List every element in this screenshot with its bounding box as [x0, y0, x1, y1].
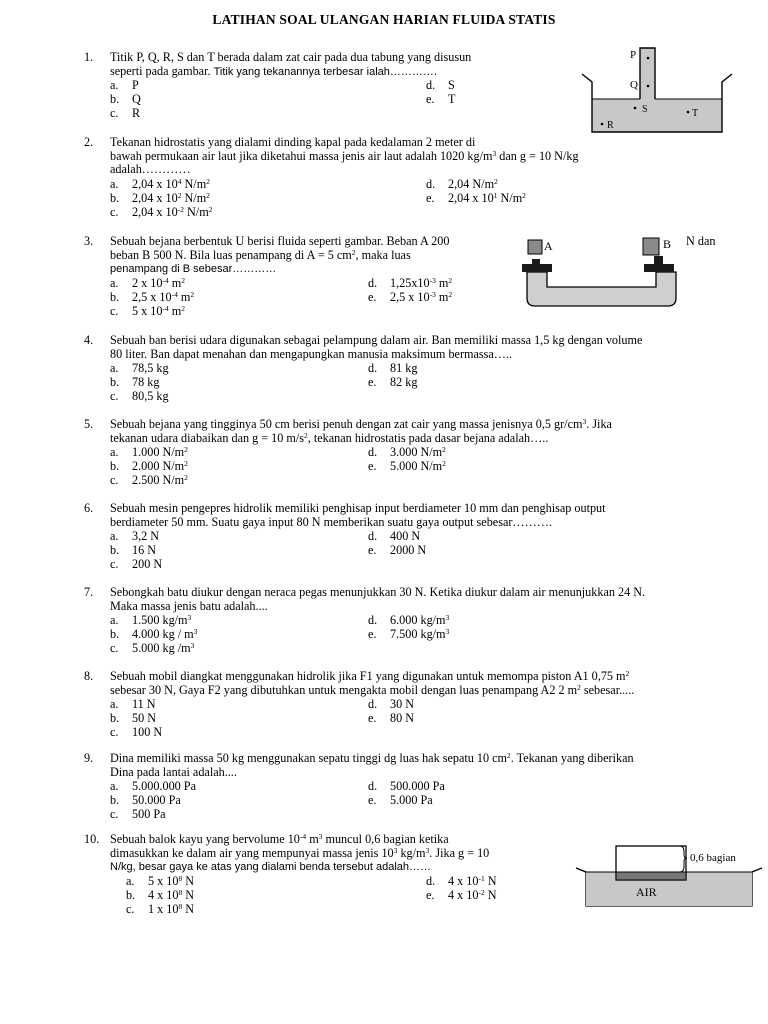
figure-tube-container: [578, 44, 736, 136]
option-e: e. T: [426, 92, 456, 106]
option-d: d. 4 x $10^{-1}$ N: [426, 874, 497, 888]
question-text: Sebuah bejana berbentuk U berisi fluida seperti gambar. Beban A 200 beban B 500 N. Bila luas penampang di A = 5 $cm^2$, maka luas penampang di B sebesar…………: [110, 234, 450, 276]
option-c: c. 1 x $10^8$ N: [126, 902, 195, 916]
option-b: b. 2,5 x $10^{-4}$ $m^2$: [110, 290, 195, 304]
option-d: d. 3.000 $N/m^2$: [368, 445, 446, 459]
u-tube-body: [527, 272, 676, 306]
option-c: c. 80,5 kg: [110, 389, 169, 403]
option-b: b. 4.000 kg / $m^3$: [110, 627, 198, 641]
question-number: 6.: [84, 501, 94, 515]
option-c: c. 200 N: [110, 557, 163, 571]
figure-floating-block: [574, 840, 764, 910]
option-e: e. 5.000 $N/m^2$: [368, 459, 446, 473]
option-d: d. 30 N: [368, 697, 415, 711]
label-p: P: [630, 49, 637, 61]
option-b: b. 50 N: [110, 711, 157, 725]
option-c: c. 5.000 kg $/m^3$: [110, 641, 195, 655]
option-d: d. 500.000 Pa: [368, 779, 445, 793]
question-number: 3.: [84, 234, 94, 248]
label-q: Q: [630, 79, 638, 91]
page-title: LATIHAN SOAL ULANGAN HARIAN FLUIDA STATIS: [212, 12, 556, 27]
question-number: 10.: [84, 832, 100, 846]
label-0-6-bagian: 0,6 bagian: [690, 852, 736, 864]
option-e: e. 2,04 x $10^1$ $N/m^2$: [426, 191, 526, 205]
question-number: 5.: [84, 417, 94, 431]
option-c: c. 100 N: [110, 725, 163, 739]
option-c: c. 2.500 $N/m^2$: [110, 473, 188, 487]
question-text: Sebuah mobil diangkat menggunakan hidrolik jika F1 yang digunakan untuk memompa piston A1 0,75 $m^2$ sebesar 30 N, Gaya F2 yang dibutuhkan untuk mengakta mobil dengan luas penampang A2 2 $m^2$ sebesar.....: [110, 669, 635, 697]
block-submerged-part: [616, 872, 686, 880]
piston-a: [522, 264, 552, 272]
label-s: S: [642, 104, 648, 115]
option-a: a. 1.000 $N/m^2$: [110, 445, 188, 459]
option-b: b. 4 x $10^8$ N: [126, 888, 195, 902]
option-c: c. 5 x $10^{-4}$ $m^2$: [110, 304, 185, 318]
question-number: 9.: [84, 751, 94, 765]
question-number: 2.: [84, 135, 94, 149]
option-a: a. 2,04 x $10^4$ $N/m^2$: [110, 177, 210, 191]
label-b: B: [663, 237, 672, 251]
option-e: e. 7.500 $kg/m^3$: [368, 627, 450, 641]
option-a: a. 5 x $10^8$ N: [126, 874, 195, 888]
option-a: a. 1.500 $kg/m^3$: [110, 613, 192, 627]
question-number: 8.: [84, 669, 94, 683]
option-a: a. P: [110, 78, 139, 92]
option-c: c. 2,04 x $10^{-2}$ $N/m^2$: [110, 205, 213, 219]
load-a: [528, 240, 542, 254]
option-b: b. 16 N: [110, 543, 157, 557]
option-b: b. 78 kg: [110, 375, 160, 389]
option-e: e. 5.000 Pa: [368, 793, 433, 807]
question-text: Dina memiliki massa 50 kg menggunakan sepatu tinggi dg luas hak sepatu 10 $cm^2$. Tekanan yang diberikan Dina pada lantai adalah....: [110, 751, 634, 779]
question-text: Titik P, Q, R, S dan T berada dalam zat cair pada dua tabung yang disusun seperti pada gambar. Titik yang tekanannya terbesar ialah………….: [110, 50, 472, 78]
question-number: 7.: [84, 585, 94, 599]
option-d: d. $1,25x10^{-3}$ $m^2$: [368, 276, 453, 290]
option-d: d. 6.000 $kg/m^3$: [368, 613, 450, 627]
option-b: b. Q: [110, 92, 141, 106]
option-a: a. 2 x $10^{-4}$ $m^2$: [110, 276, 185, 290]
option-e: e. 2,5 x $10^{-3}$ $m^2$: [368, 290, 453, 304]
load-b: [643, 238, 659, 255]
label-air: AIR: [636, 885, 657, 899]
option-a: a. 78,5 kg: [110, 361, 169, 375]
question-text: Sebuah mesin pengepres hidrolik memiliki penghisap input berdiameter 10 mm dan penghisap output berdiameter 50 mm. Suatu gaya input 80 N memberikan suatu gaya output sebesar……….: [110, 501, 606, 529]
option-d: d. S: [426, 78, 455, 92]
option-a: a. 5.000.000 Pa: [110, 779, 196, 793]
option-b: b. 2.000 $N/m^2$: [110, 459, 188, 473]
question-text: Sebuah balok kayu yang bervolume $10^{-4}$ $m^3$ muncul 0,6 bagian ketika dimasukkan ke dalam air yang mempunyai massa jenis $10^3$ $kg/m^3$. Jika g = 10 N/kg, besar gaya ke atas yang dialami benda tersebut adalah……: [110, 832, 490, 874]
question-number: 1.: [84, 50, 94, 64]
question-text: Sebuah ban berisi udara digunakan sebagai pelampung dalam air. Ban memiliki massa 1,5 kg dengan volume 80 liter. Ban dapat menahan dan mengapungkan manusia maksimum bermassa…..: [110, 333, 643, 361]
option-c: c. 500 Pa: [110, 807, 166, 821]
label-t: T: [692, 108, 699, 119]
question-number: 4.: [84, 333, 94, 347]
option-d: d. 400 N: [368, 529, 421, 543]
option-b: b. 50.000 Pa: [110, 793, 181, 807]
label-r: R: [607, 120, 614, 131]
question-text: Sebongkah batu diukur dengan neraca pegas menunjukkan 30 N. Ketika diukur dalam air menunjukkan 24 N. Maka massa jenis batu adalah....: [110, 585, 646, 613]
option-e: e. 4 x $10^{-2}$ N: [426, 888, 497, 902]
question-text: Tekanan hidrostatis yang dialami dinding kapal pada kedalaman 2 meter di bawah permukaan air laut jika diketahui massa jenis air laut adalah 1020 $kg/m^3$ dan g = 10 N/kg adalah…………: [110, 135, 579, 177]
label-a: A: [544, 239, 553, 253]
question-text-right: N dan: [686, 234, 716, 248]
tube-liquid: [640, 48, 655, 100]
option-d: d. 81 kg: [368, 361, 418, 375]
question-text: Sebuah bejana yang tingginya 50 cm berisi penuh dengan zat cair yang massa jenisnya 0,5 $gr/cm^3$. Jika tekanan udara diabaikan dan g = 10 $m/s^2$, tekanan hidrostatis pada dasar bejana adalah…..: [110, 417, 612, 445]
option-e: e. 82 kg: [368, 375, 418, 389]
option-c: c. R: [110, 106, 141, 120]
figure-u-tube: [518, 234, 684, 312]
option-d: d. 2,04 $N/m^2$: [426, 177, 498, 191]
option-e: e. 80 N: [368, 711, 415, 725]
option-b: b. 2,04 x $10^2$ $N/m^2$: [110, 191, 210, 205]
option-a: a. 11 N: [110, 697, 156, 711]
option-a: a. 3,2 N: [110, 529, 160, 543]
option-e: e. 2000 N: [368, 543, 427, 557]
piston-b: [644, 264, 674, 272]
